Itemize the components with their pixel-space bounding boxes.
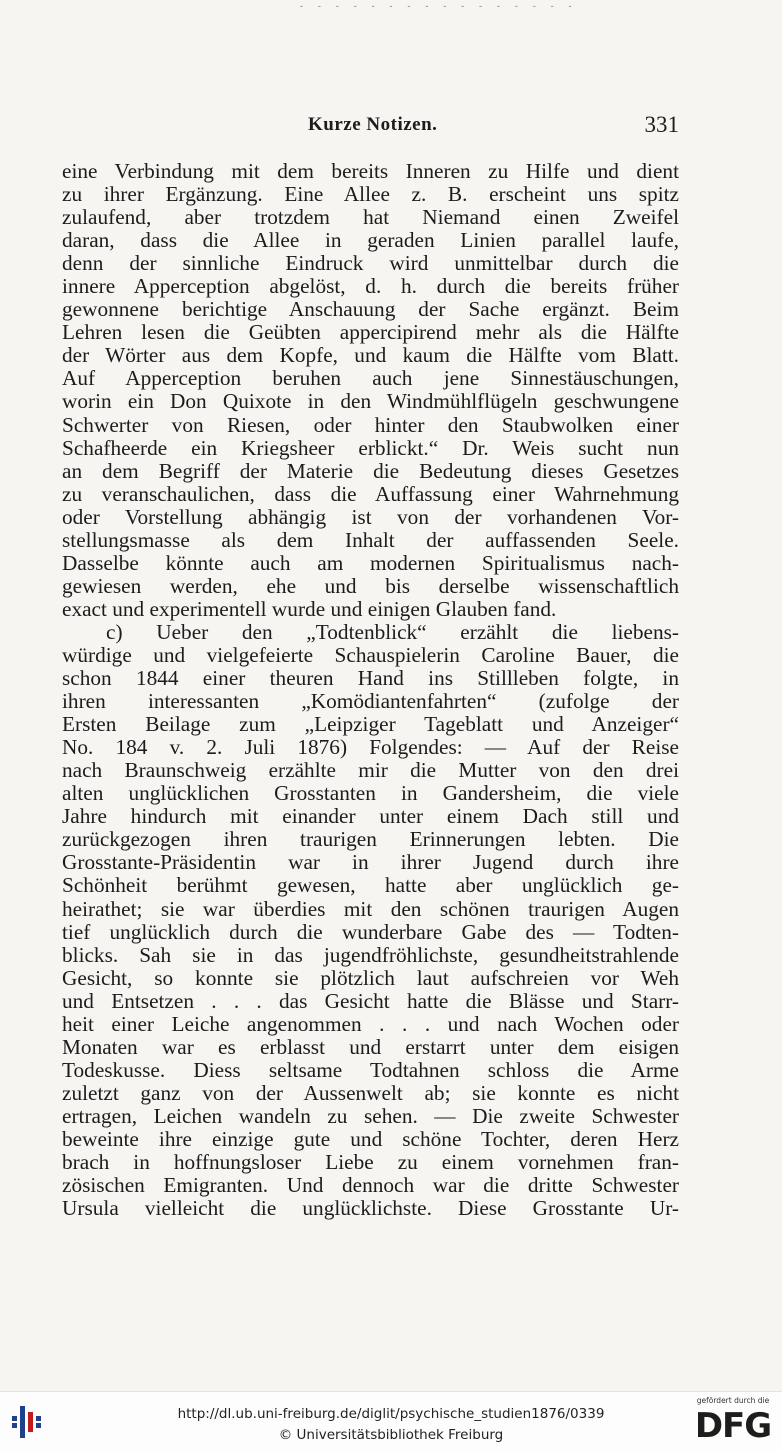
text-line: stellungsmasse als dem Inhalt der auffassenden Seele. xyxy=(62,528,679,552)
text-line: gewiesen werden, ehe und bis derselbe wissenschaftlich xyxy=(62,574,679,598)
text-line: eine Verbindung mit dem bereits Inneren zu Hilfe und dient xyxy=(62,160,679,183)
body-text xyxy=(62,160,679,1220)
text-line: der Wörter aus dem Kopfe, und kaum die Hälfte vom Blatt. xyxy=(62,344,679,368)
text-line: worin ein Don Quixote in den Windmühlflügeln geschwungene xyxy=(62,390,679,414)
text-line: blicks. Sah sie in das jugendfröhlichste, gesundheitstrahlende xyxy=(62,943,679,967)
text-line: und Entsetzen . . . das Gesicht hatte die Blässe und Starr- xyxy=(62,989,679,1013)
text-line: ertragen, Leichen wandeln zu sehen. — Die zweite Schwester xyxy=(62,1104,679,1128)
text-line: beweinte ihre einzige gute und schöne Tochter, deren Herz xyxy=(62,1127,679,1151)
text-line: denn der sinnliche Eindruck wird unmittelbar durch die xyxy=(62,252,679,276)
text-line: Auf Apperception beruhen auch jene Sinnestäuschungen, xyxy=(62,367,679,391)
text-line: gewonnene berichtige Anschauung der Sache ergänzt. Beim xyxy=(62,298,679,322)
text-line: exact und experimentell wurde und einigen Glauben fand. xyxy=(62,597,557,621)
text-line: ihren interessanten „Komödiantenfahrten“ (zufolge der xyxy=(62,690,679,714)
text-line: würdige und vielgefeierte Schauspielerin Caroline Bauer, die xyxy=(62,643,679,667)
text-line: innere Apperception abgelöst, d. h. durch die bereits früher xyxy=(62,275,679,299)
text-line: schon 1844 einer theuren Hand ins Stillleben folgte, in xyxy=(62,667,679,691)
source-url-link[interactable]: http://dl.ub.uni-freiburg.de/diglit/psychische_studien1876/0339 xyxy=(177,1406,605,1422)
text-line: Monaten war es erblasst und erstarrt unter dem eisigen xyxy=(62,1035,679,1059)
text-line: Schönheit berühmt gewesen, hatte aber unglücklich ge- xyxy=(62,874,679,898)
text-line: Lehren lesen die Geübten appercipirend mehr als die Hälfte xyxy=(62,321,679,345)
page-header xyxy=(62,112,679,142)
text-line: zu ihrer Ergänzung. Eine Allee z. B. erscheint uns spitz xyxy=(62,183,679,207)
text-line: zurückgezogen ihren traurigen Erinnerungen lebten. Die xyxy=(62,828,679,852)
running-head: Kurze Notizen. xyxy=(308,114,438,135)
text-line: brach in hoffnungsloser Liebe zu einem vornehmen fran- xyxy=(62,1151,679,1175)
dfg-wordmark: DFG xyxy=(694,1406,772,1446)
text-line: tief unglücklich durch die wunderbare Gabe des — Todten- xyxy=(62,920,679,944)
text-line: Jahre hindurch mit einander unter einem Dach still und xyxy=(62,805,679,829)
text-line: No. 184 v. 2. Juli 1876) Folgendes: — Auf der Reise xyxy=(62,736,679,760)
text-line: zuletzt ganz von der Aussenwelt ab; sie konnte es nicht xyxy=(62,1081,679,1105)
library-footer xyxy=(0,1391,782,1450)
text-line: Schafheerde ein Kriegsheer erblickt.“ Dr. Weis sucht nun xyxy=(62,436,679,460)
text-line: Todeskusse. Diess seltsame Todtahnen schloss die Arme xyxy=(62,1058,679,1082)
text-line: heirathet; sie war überdies mit den schönen traurigen Augen xyxy=(62,897,679,921)
text-line: zösischen Emigranten. Und dennoch war die dritte Schwester xyxy=(62,1174,679,1198)
text-line: Ersten Beilage zum „Leipziger Tageblatt und Anzeiger“ xyxy=(62,713,679,737)
page-number: 331 xyxy=(644,112,679,137)
text-line: Dasselbe könnte auch am modernen Spiritualismus nach- xyxy=(62,551,679,575)
text-line: alten unglücklichen Grosstanten in Gandersheim, die viele xyxy=(62,782,679,806)
text-line: Gesicht, so konnte sie plötzlich laut aufschreien vor Weh xyxy=(62,966,679,990)
text-line: an dem Begriff der Materie die Bedeutung dieses Gesetzes xyxy=(62,459,679,483)
text-line: zu veranschaulichen, dass die Auffassung einer Wahrnehmung xyxy=(62,482,679,506)
text-line: daran, dass die Allee in geraden Linien parallel laufe, xyxy=(62,229,679,253)
text-line: Grosstante-Präsidentin war in ihrer Jugend durch ihre xyxy=(62,851,679,875)
text-line: Schwerter von Riesen, oder hinter den Staubwolken einer xyxy=(62,413,679,437)
text-line: Ursula vielleicht die unglücklichste. Diese Grosstante Ur- xyxy=(62,1197,679,1221)
copyright-notice: © Universitätsbibliothek Freiburg xyxy=(278,1427,504,1443)
text-line: c) Ueber den „Todtenblick“ erzählt die liebens- xyxy=(106,620,679,644)
dfg-caption: gefördert durch die xyxy=(696,1396,770,1405)
dfg-logo xyxy=(692,1396,774,1448)
text-line: zulaufend, aber trotzdem hat Niemand einen Zweifel xyxy=(62,206,679,230)
text-line: heit einer Leiche angenommen . . . und nach Wochen oder xyxy=(62,1012,679,1036)
text-line: oder Vorstellung abhängig ist von der vorhandenen Vor- xyxy=(62,505,679,529)
scan-edge-marks: - - - - - - - - - - - - - - - - xyxy=(300,2,578,10)
text-line: nach Braunschweig erzählte mir die Mutter von den drei xyxy=(62,759,679,783)
